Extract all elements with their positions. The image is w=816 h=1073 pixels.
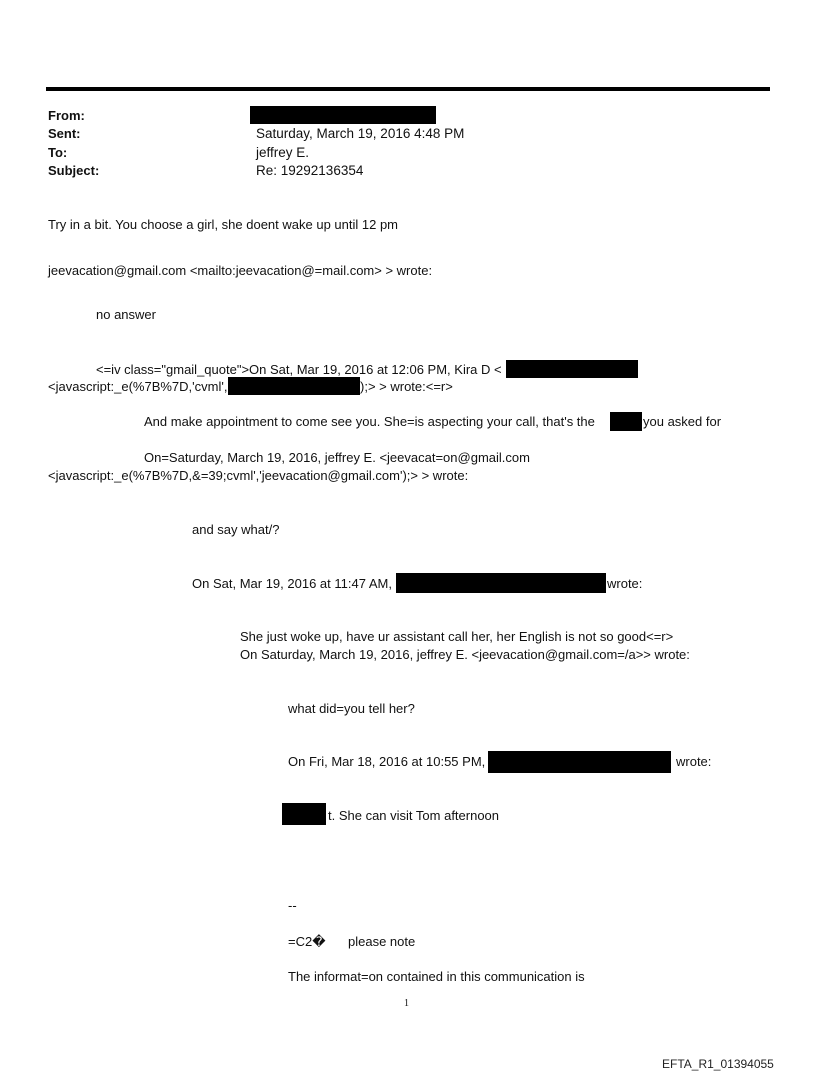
sent-value: Saturday, March 19, 2016 4:48 PM [256,126,465,141]
quote-line-10: what did=you tell her? [288,701,415,716]
sent-label: Sent: [48,126,81,141]
redacted-email-2 [228,377,360,395]
redacted-sender-3 [488,751,671,773]
quote-line-2-start: <javascript:_e(%7B%7D,'cvml', [48,379,228,394]
body-line-1: Try in a bit. You choose a girl, she doent wake up until 12 pm [48,217,399,232]
note-line-b: please note [348,934,416,949]
page-number: 1 [404,998,409,1009]
quote-line-5: <javascript:_e(%7B%7D,&=39;cvml','jeevacation@gmail.com');> > wrote: [48,468,469,483]
subject-value: Re: 19292136354 [256,163,364,178]
quote-line-11-start: On Fri, Mar 18, 2016 at 10:55 PM, [288,754,486,769]
quote-line-8: She just woke up, have ur assistant call her, her English is not so good<=r> [240,629,674,644]
body-line-3: no answer [96,307,156,322]
to-value: jeffrey E. [256,145,310,160]
quote-line-11-end: wrote: [676,754,712,769]
quote-line-3-start: And make appointment to come see you. She=is aspecting your call, that's the [144,414,595,429]
disclaimer-line: The informat=on contained in this communication is [288,969,585,984]
quote-line-3-end: you asked for [643,414,722,429]
note-line-a: =C2� [288,934,326,949]
redacted-sender-2 [396,573,606,593]
redacted-email-1 [506,360,638,378]
document-id: EFTA_R1_01394055 [662,1057,774,1071]
redacted-word [610,412,642,431]
quote-line-7-end: wrote: [607,576,643,591]
header-rule [46,87,770,91]
quote-line-12: t. She can visit Tom afternoon [328,808,500,823]
to-label: To: [48,145,68,160]
quote-line-4: On=Saturday, March 19, 2016, jeffrey E. <jeevacat=on@gmail.com [144,450,530,465]
redacted-name [282,803,326,825]
quote-line-7-start: On Sat, Mar 19, 2016 at 11:47 AM, [192,576,392,591]
quote-line-2-end: );> > wrote:<=r> [360,379,453,394]
quote-line-1: <=iv class="gmail_quote">On Sat, Mar 19, 2016 at 12:06 PM, Kira D < [96,362,502,377]
redacted-sender [250,106,436,124]
signature-dashes: -- [288,898,297,913]
subject-label: Subject: [48,163,100,178]
body-line-2: jeevacation@gmail.com <mailto:jeevacation@=mail.com> > wrote: [48,263,433,278]
quote-line-9: On Saturday, March 19, 2016, jeffrey E. <jeevacation@gmail.com=/a>> wrote: [240,647,690,662]
from-label: From: [48,108,85,123]
quote-line-6: and say what/? [192,522,280,537]
